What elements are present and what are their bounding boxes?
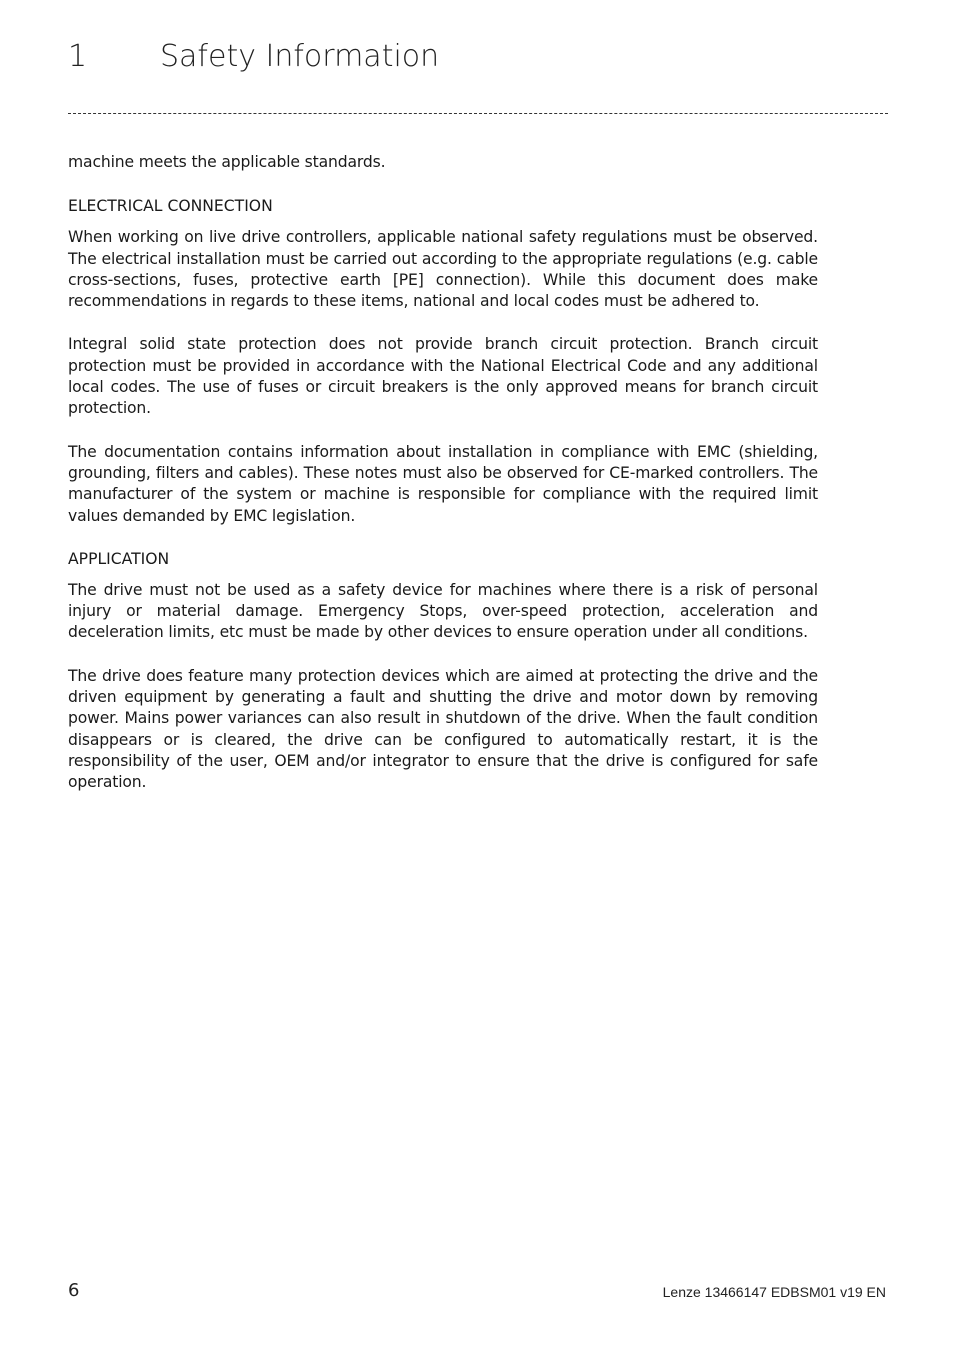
chapter-number: 1 xyxy=(68,39,88,74)
page-header xyxy=(68,38,888,78)
intro-paragraph: machine meets the applicable standards. xyxy=(68,153,386,171)
paragraph: Integral solid state protection does not provide branch circuit protection. Branch circuit protection must be provided in accordance with the National Electrical Code and any additional local codes. The use of fuses or circuit breakers is the only approved means for branch circuit protection. xyxy=(68,335,818,418)
section-heading-electrical-connection: ELECTRICAL CONNECTION xyxy=(68,197,273,216)
page-content xyxy=(68,152,818,816)
chapter-title: Safety Information xyxy=(160,39,440,74)
page-number: 6 xyxy=(68,1280,80,1301)
paragraph: The drive must not be used as a safety device for machines where there is a risk of personal injury or material damage. Emergency Stops, over-speed protection, acceleration and deceleration limits, etc must be made by other devices to ensure operation under all conditions. xyxy=(68,580,818,642)
paragraph: The drive does feature many protection devices which are aimed at protecting the drive and the driven equipment by generating a fault and shutting the drive and motor down by removing power. Mains power variances can also result in shutdown of the drive. When the fault condition disappears or is cleared, the drive can be configured to automatically restart, it is the responsibility of the user, OEM and/or integrator to ensure that the drive is configured for safe operation. xyxy=(68,666,818,792)
paragraph: The documentation contains information about installation in compliance with EMC (shielding, grounding, filters and cables). These notes must also be observed for CE-marked controllers. The manufacturer of the system or machine is responsible for compliance with the required limit values demanded by EMC legislation. xyxy=(68,442,818,525)
document-reference: Lenze 13466147 EDBSM01 v19 EN xyxy=(662,1284,886,1300)
section-heading-application: APPLICATION xyxy=(68,549,170,568)
paragraph: When working on live drive controllers, applicable national safety regulations must be observed. The electrical installation must be carried out according to the appropriate regulations (e.g. cable cross-sections, fuses, protective earth [PE] connection). While this document does make recommendations in regards to these items, national and local codes must be adhered to. xyxy=(68,228,818,311)
header-divider xyxy=(68,113,888,114)
